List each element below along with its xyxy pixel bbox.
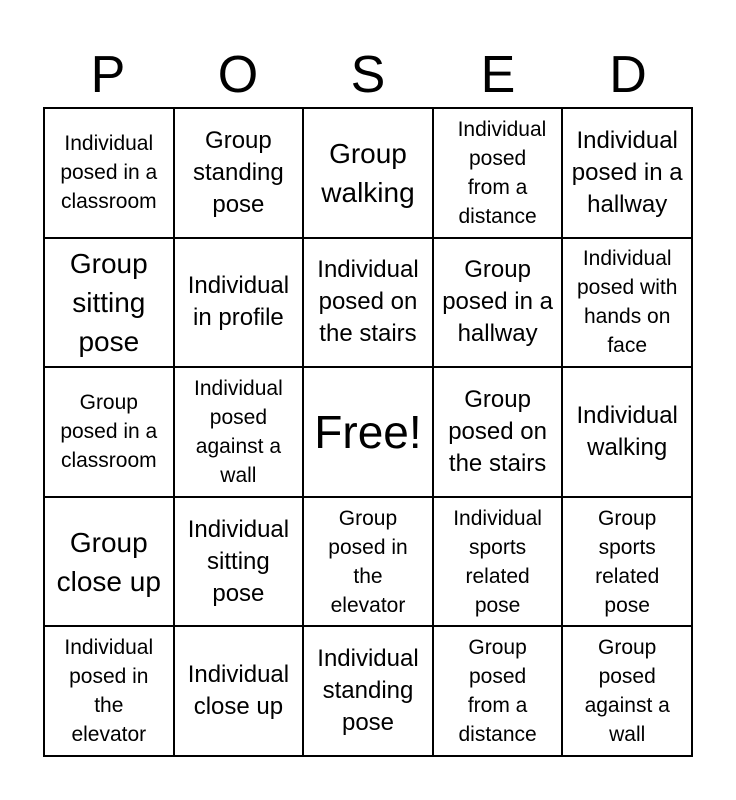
bingo-card-grid xyxy=(43,107,693,757)
bingo-cell[interactable] xyxy=(304,498,434,628)
bingo-cell[interactable] xyxy=(434,368,564,498)
bingo-cell-text: Individual walking xyxy=(576,401,678,461)
bingo-cell[interactable] xyxy=(304,239,434,369)
free-space-text: Free! xyxy=(314,405,422,458)
bingo-cell-text: Group posed from a distance xyxy=(458,636,537,747)
bingo-cell[interactable] xyxy=(434,109,564,239)
bingo-cell[interactable] xyxy=(175,368,305,498)
bingo-cell-text: Individual in profile xyxy=(187,272,290,332)
bingo-cell-text: Individual posed in a hallway xyxy=(571,126,683,218)
header-letter-d: D xyxy=(609,46,647,104)
header-letter-p: P xyxy=(90,46,126,104)
free-space-cell[interactable] xyxy=(304,368,434,498)
bingo-cell-text: Group walking xyxy=(321,137,415,208)
bingo-cell-text: Individual standing pose xyxy=(317,645,419,737)
bingo-header xyxy=(43,44,693,106)
bingo-cell-text: Group posed on the stairs xyxy=(448,385,547,477)
header-letter-s: S xyxy=(350,46,386,104)
bingo-cell[interactable] xyxy=(45,239,175,369)
bingo-cell[interactable] xyxy=(45,368,175,498)
bingo-cell-text: Individual close up xyxy=(187,661,290,721)
bingo-cell[interactable] xyxy=(563,368,693,498)
bingo-cell[interactable] xyxy=(304,627,434,757)
bingo-cell[interactable] xyxy=(175,109,305,239)
bingo-cell[interactable] xyxy=(434,498,564,628)
bingo-cell-text: Individual posed on the stairs xyxy=(317,256,419,348)
bingo-cell-text: Individual posed in the elevator xyxy=(64,636,154,747)
bingo-cell[interactable] xyxy=(175,239,305,369)
bingo-cell-text: Group sports related pose xyxy=(595,506,660,617)
bingo-cell[interactable] xyxy=(563,627,693,757)
bingo-cell-text: Individual sitting pose xyxy=(187,515,290,607)
bingo-cell[interactable] xyxy=(175,627,305,757)
bingo-cell[interactable] xyxy=(45,109,175,239)
header-letter-o: O xyxy=(217,46,259,104)
bingo-cell-text: Group posed in the elevator xyxy=(328,506,408,617)
bingo-cell[interactable] xyxy=(45,627,175,757)
header-letter-e: E xyxy=(480,46,516,104)
bingo-cell-text: Individual posed in a classroom xyxy=(60,132,158,214)
bingo-cell-text: Group standing pose xyxy=(193,126,284,218)
bingo-cell[interactable] xyxy=(434,239,564,369)
bingo-cell-text: Individual posed with hands on face xyxy=(576,247,678,358)
bingo-cell-text: Individual posed from a distance xyxy=(457,117,547,228)
bingo-cell-text: Individual sports related pose xyxy=(453,506,542,617)
bingo-cell[interactable] xyxy=(175,498,305,628)
bingo-cell[interactable] xyxy=(434,627,564,757)
bingo-cell-text: Group posed in a hallway xyxy=(442,256,553,348)
bingo-cell-text: Group posed in a classroom xyxy=(60,391,158,473)
bingo-cell[interactable] xyxy=(45,498,175,628)
bingo-cell[interactable] xyxy=(563,239,693,369)
bingo-cell-text: Group posed against a wall xyxy=(584,636,670,747)
bingo-cell-text: Group sitting pose xyxy=(69,247,148,357)
bingo-cell[interactable] xyxy=(304,109,434,239)
bingo-cell[interactable] xyxy=(563,498,693,628)
bingo-cell-text: Group close up xyxy=(56,526,161,597)
bingo-cell-text: Individual posed against a wall xyxy=(194,376,283,487)
bingo-cell[interactable] xyxy=(563,109,693,239)
